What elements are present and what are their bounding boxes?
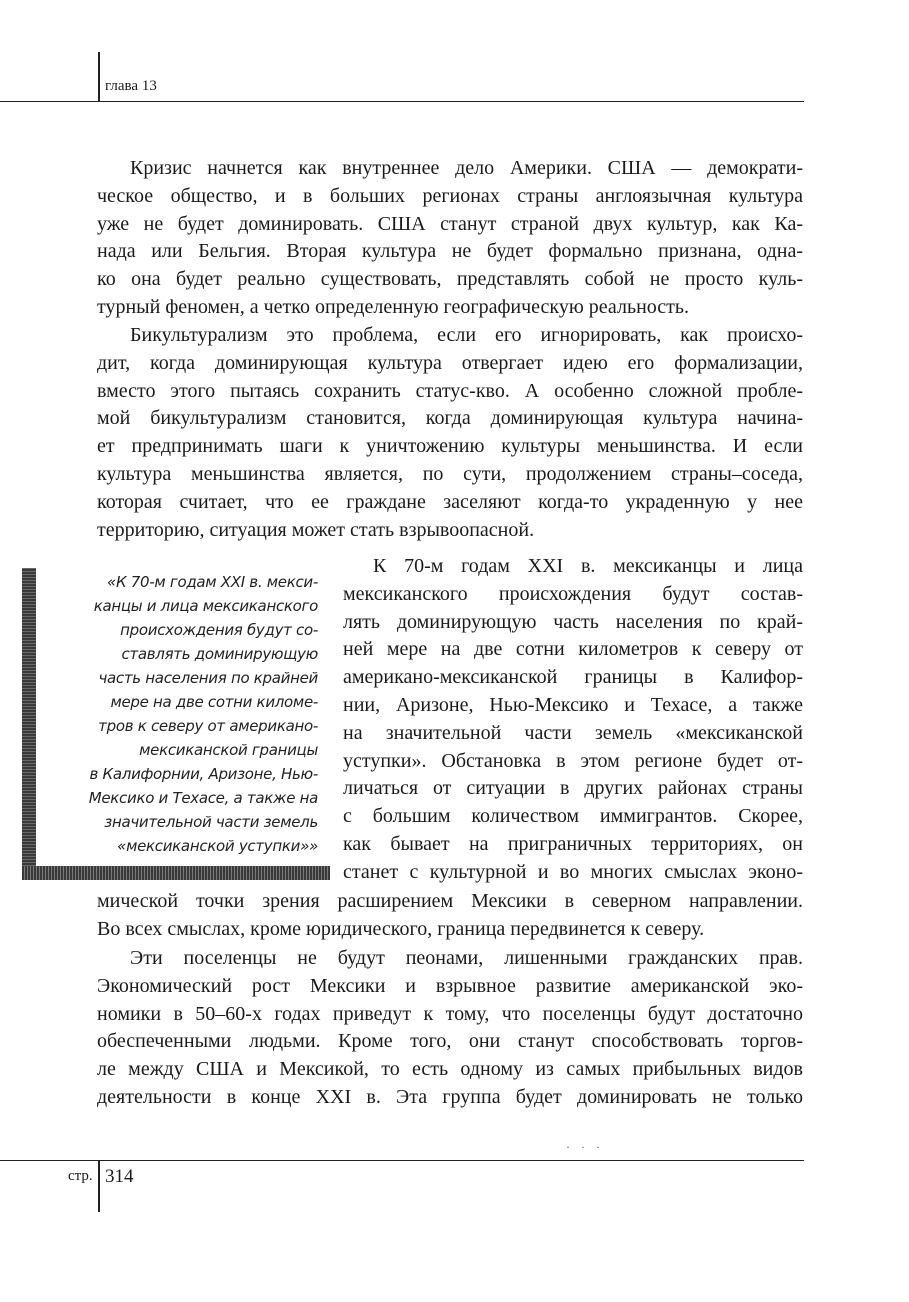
text-line: культура меньшинства является, по сути, продолжением страны–соседа, [97,463,803,485]
pullquote-line: происхождения будут со- [120,621,318,639]
text-line: ческое общество, и в больших регионах страны англоязычная культура [97,184,803,207]
text-line: с большим количеством иммигрантов. Скорее, [343,805,803,828]
text-line: мой бикультурализм становится, когда доминирующая культура начина- [97,407,803,430]
pullquote-line: мере на две сотни киломе- [110,693,318,711]
pullquote-line: канцы и лица мексиканского [93,597,318,615]
text-line: турный феномен, а четко определенную географическую реальность. [97,296,690,318]
text-line: Бикультурализм это проблема, если его игнорировать, как происхо- [130,324,803,346]
chapter-label: глава 13 [105,78,157,94]
text-line: ней мере на две сотни километров к северу от [343,638,803,661]
text-line: территорию, ситуация может стать взрывоопасной. [97,518,535,541]
text-line: на значительной части земель «мексиканской [343,721,803,744]
text-line: деятельности в конце XXI в. Эта группа будет доминировать не только [97,1086,803,1108]
text-line: лять доминирующую часть населения по край- [343,610,803,633]
text-line: ле между США и Мексикой, то есть одному из самых прибыльных видов [97,1058,803,1081]
text-line: вместо этого пытаясь сохранить статус-кво. А особенно сложной пробле- [97,379,803,402]
text-line: К 70-м годам XXI в. мексиканцы и лица [373,555,803,577]
text-line: номики в 50–60-х годах приведут к тому, что поселенцы будут достаточно [97,1002,803,1025]
text-line: личаться от ситуации в других районах страны [343,777,803,800]
text-line: Экономический рост Мексики и взрывное развитие американской эко- [97,974,803,997]
text-line: мической точки зрения расширением Мексики в северном направлении. [97,890,803,912]
pullquote-line: часть населения по крайней [98,669,318,687]
pullquote-line: в Калифорнии, Аризоне, Нью- [89,765,318,783]
pullquote-line: «мексиканской уступки»» [117,837,318,855]
pullquote-line: Мексико и Техасе, а также на [88,789,318,807]
text-line: американо-мексиканской границы в Калифор- [343,666,803,689]
text-line: как бывает на приграничных территориях, он [343,833,803,855]
text-line: ко она будет реально существовать, представлять собой не просто куль- [97,268,803,291]
page-prefix: стр. [68,1168,93,1184]
text-line: обеспеченными людьми. Кроме того, они станут способствовать торгов- [97,1030,803,1053]
pullquote-line: «К 70-м годам XXI в. мекси- [107,573,318,591]
text-line: мексиканского происхождения будут состав- [343,582,803,605]
pullquote-line: мексиканской границы [139,741,318,759]
text-line: уступки». Обстановка в этом регионе будет от- [343,749,803,772]
text-line: которая считает, что ее граждане заселяют когда-то украденную у нее [97,490,803,513]
pullquote-bottom-bar [22,866,330,880]
footer-rule [0,1160,804,1161]
pullquote-line: значительной части земель [104,813,318,831]
text-line: дит, когда доминирующая культура отвергает идею его формализации, [97,351,803,374]
page-number: 314 [105,1166,134,1187]
text-line: Во всех смыслах, кроме юридического, граница передвинется к северу. [97,917,705,940]
text-line: нии, Аризоне, Нью-Мексико и Техасе, а также [343,694,803,716]
header-vertical-rule [98,52,100,102]
text-line: Кризис начнется как внутреннее дело Америки. США — демократи- [130,157,803,179]
pullquote-line: ставлять доминирующую [121,645,318,663]
pullquote-line: тров к северу от американо- [98,717,318,735]
header-rule [0,101,804,102]
text-line: ет предпринимать шаги к уничтожению культуры меньшинства. И если [97,435,803,458]
pullquote-bar [22,568,36,880]
text-line: нада или Бельгия. Вторая культура не будет формально признана, одна- [97,240,803,263]
footer-vertical-rule [98,1160,100,1212]
text-line: Эти поселенцы не будут пеонами, лишенными гражданских прав. [130,947,803,969]
text-line: станет с культурной и во многих смыслах эконо- [343,860,803,883]
text-line: уже не будет доминировать. США станут страной двух культур, как Ка- [97,212,803,235]
scan-dots: · · · [566,1140,604,1154]
